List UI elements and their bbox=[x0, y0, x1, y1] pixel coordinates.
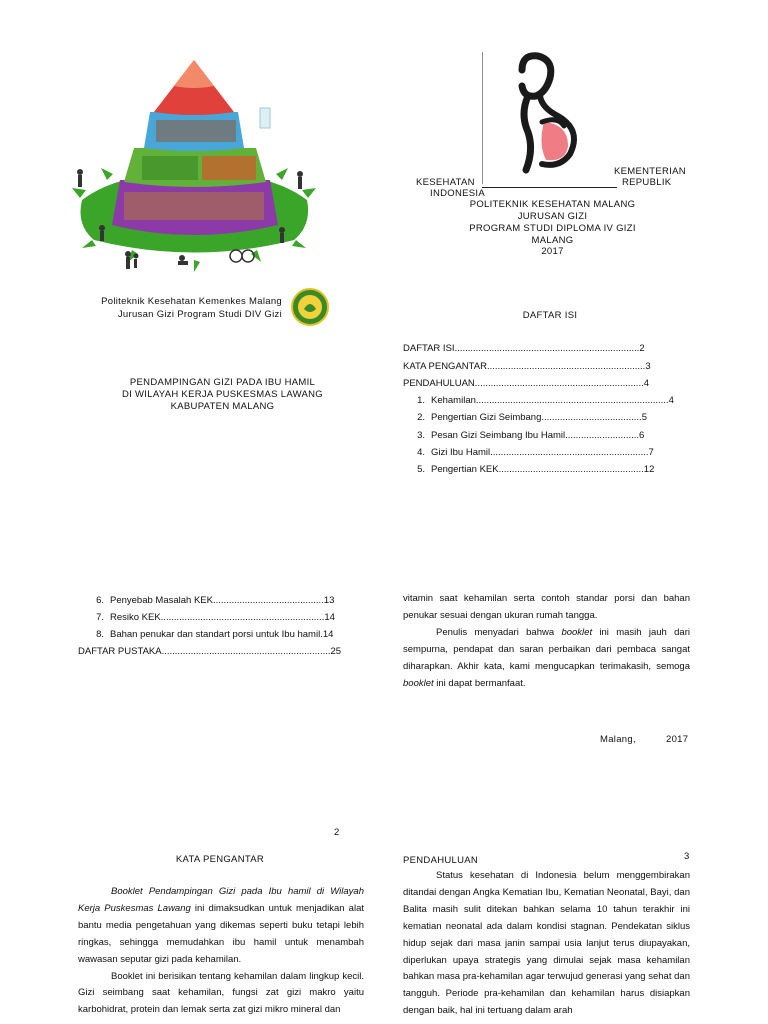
toc-page: 3 bbox=[645, 361, 651, 372]
toc-page: 6 bbox=[639, 430, 645, 441]
toc-title: DAFTAR ISI bbox=[522, 310, 578, 321]
toc-dots: . bbox=[320, 629, 323, 640]
header-indonesia: INDONESIA bbox=[430, 188, 485, 199]
kata-paragraph-1: ini dimaksudkan untuk menjadikan alat bantu media pengetahuan yang dikemas seperti buku tetapi lebih ringkas, sehingga memudahkan ibu hamil untuk menambah wawasan seputar gizi pada kehamilan. bbox=[78, 902, 364, 965]
booklet-title-italic: Booklet Pendampingan Gizi pada Ibu hamil di Wilayah Kerja Puskesmas Lawang bbox=[78, 886, 364, 914]
toc-entry[interactable] bbox=[407, 430, 644, 441]
toc-label: Pengertian Gizi Seimbang bbox=[431, 412, 542, 423]
toc-page: 13 bbox=[323, 595, 335, 606]
toc-number: 7. bbox=[96, 612, 104, 623]
toc-page: 14 bbox=[322, 629, 334, 640]
toc-dots: .............................................................. bbox=[160, 612, 325, 623]
toc-label: Penyebab Masalah KEK bbox=[110, 595, 213, 606]
toc-dots: ....................................................... bbox=[498, 464, 644, 475]
closing-text-a: Penulis menyadari bahwa bbox=[436, 626, 562, 638]
org-line-4: MALANG bbox=[531, 235, 574, 246]
toc-label: DAFTAR ISI bbox=[403, 343, 455, 354]
institution-line-1: Politeknik Kesehatan Kemenkes Malang bbox=[101, 296, 282, 307]
toc-dots: ............................................................ bbox=[490, 447, 649, 458]
pendahuluan-title: PENDAHULUAN bbox=[403, 855, 479, 866]
booklet-word: booklet bbox=[403, 677, 434, 689]
page-number: 3 bbox=[684, 851, 690, 862]
toc-entry[interactable] bbox=[407, 395, 674, 406]
toc-dots: ................................................................ bbox=[474, 378, 644, 389]
header-kesehatan: KESEHATAN bbox=[416, 177, 475, 188]
toc-dots: ............................ bbox=[565, 430, 640, 441]
toc-entry[interactable] bbox=[403, 343, 645, 354]
continued-paragraph: vitamin saat kehamilan serta contoh standar porsi dan bahan penukar sesuai dengan ukuran rumah tangga. bbox=[403, 593, 690, 621]
closing-text-c: ini dapat bermanfaat. bbox=[433, 677, 526, 689]
toc-dots: ................................................................ bbox=[161, 646, 331, 657]
toc-label: KATA PENGANTAR bbox=[403, 361, 487, 372]
booklet-title-line-3: KABUPATEN MALANG bbox=[170, 401, 275, 412]
org-line-3: PROGRAM STUDI DIPLOMA IV GIZI bbox=[469, 223, 636, 234]
toc-entry[interactable] bbox=[407, 464, 654, 475]
toc-label: PENDAHULUAN bbox=[403, 378, 475, 389]
toc-entry[interactable] bbox=[78, 646, 341, 657]
toc-label: Gizi Ibu Hamil bbox=[431, 447, 491, 458]
toc-entry[interactable] bbox=[403, 378, 649, 389]
pregnant-woman-icon bbox=[482, 52, 618, 184]
polkesmas-logo bbox=[290, 287, 330, 327]
org-line-5: 2017 bbox=[541, 246, 564, 257]
toc-entry[interactable] bbox=[407, 447, 654, 458]
toc-label: DAFTAR PUSTAKA bbox=[78, 646, 162, 657]
toc-entry[interactable] bbox=[86, 629, 333, 640]
header-republik: REPUBLIK bbox=[622, 177, 672, 188]
toc-page: 14 bbox=[324, 612, 335, 623]
toc-page: 4 bbox=[643, 378, 650, 389]
kata-pengantar-continued bbox=[403, 591, 690, 703]
toc-dots: ...................................... bbox=[541, 412, 642, 423]
header-underline bbox=[482, 187, 617, 188]
toc-dots: ......................................................................... bbox=[475, 395, 669, 406]
toc-page: 5 bbox=[641, 412, 647, 423]
kata-pengantar-body bbox=[78, 884, 364, 1024]
toc-label: Pengertian KEK bbox=[431, 464, 499, 475]
toc-page: 7 bbox=[648, 447, 654, 458]
toc-page: 12 bbox=[643, 464, 655, 475]
institution-line-2: Jurusan Gizi Program Studi DIV Gizi bbox=[117, 309, 282, 320]
toc-entry[interactable] bbox=[403, 361, 651, 372]
signature-city: Malang, bbox=[600, 734, 636, 745]
toc-dots: .......................................... bbox=[212, 595, 324, 606]
toc-number: 6. bbox=[96, 595, 104, 606]
pendahuluan-body: Status kesehatan di Indonesia belum menggembirakan ditandai dengan Angka Kematian Ibu, Kematian Neonatal, Bayi, dan Balita masih sulit ditekan bahkan selama 10 tahun terakhir ini kematian neonatal ada dalam kondisi stagnan. Pendekatan siklus hidup sejak dari masa janin sampai usia lanjut terus diupayakan, diperlukan upaya strategis yang dimulai sejak masa kehamilan bahkan masa pra-kehamilan agar terwujud generasi yang sehat dan tangguh. Periode pra-kehamilan dan kehamilan harus disiapkan dengan baik, hal ini tertuang dalam arah bbox=[403, 870, 690, 1017]
toc-number: 4. bbox=[417, 447, 425, 458]
toc-label: Bahan penukar dan standart porsi untuk Ibu hamil bbox=[110, 629, 321, 640]
toc-dots: ...................................................................... bbox=[454, 343, 640, 354]
kata-paragraph-2: Booklet ini berisikan tentang kehamilan dalam lingkup kecil. Gizi seimbang saat kehamilan, fungsi zat gizi makro yaitu karbohidrat, protein dan lemak serta zat gizi mikro mineral dan bbox=[78, 970, 364, 1016]
closing-text-b: ini masih jauh dari sempurna, pendapat dan saran perbaikan dari pembaca sangat diharapkan. Akhir kata, kami mengucapkan terimakasih, semoga bbox=[403, 626, 690, 672]
toc-page: 2 bbox=[639, 343, 645, 354]
toc-number: 1. bbox=[417, 395, 425, 406]
toc-entry[interactable] bbox=[407, 412, 647, 423]
toc-number: 3. bbox=[417, 430, 425, 441]
booklet-title-line-2: DI WILAYAH KERJA PUSKESMAS LAWANG bbox=[122, 389, 323, 400]
org-line-2: JURUSAN GIZI bbox=[517, 211, 588, 222]
toc-label: Resiko KEK bbox=[110, 612, 161, 623]
toc-page: 4 bbox=[668, 395, 674, 406]
toc-label: Pesan Gizi Seimbang Ibu Hamil bbox=[431, 430, 566, 441]
food-pyramid-illustration bbox=[62, 50, 327, 278]
signature-year: 2017 bbox=[666, 734, 689, 745]
booklet-title-line-1: PENDAMPINGAN GIZI PADA IBU HAMIL bbox=[129, 377, 316, 388]
toc-label: Kehamilan bbox=[431, 395, 476, 406]
kata-pengantar-title: KATA PENGANTAR bbox=[175, 854, 265, 865]
booklet-word: booklet bbox=[561, 626, 593, 638]
toc-number: 5. bbox=[417, 464, 425, 475]
toc-page: 25 bbox=[330, 646, 342, 657]
toc-entry[interactable] bbox=[86, 595, 334, 606]
org-line-1: POLITEKNIK KESEHATAN MALANG bbox=[469, 199, 636, 210]
toc-number: 8. bbox=[96, 629, 104, 640]
toc-number: 2. bbox=[417, 412, 425, 423]
toc-entry[interactable] bbox=[86, 612, 335, 623]
toc-dots: ............................................................ bbox=[486, 361, 646, 372]
page-number: 2 bbox=[334, 827, 340, 838]
header-kementerian: KEMENTERIAN bbox=[614, 166, 686, 177]
